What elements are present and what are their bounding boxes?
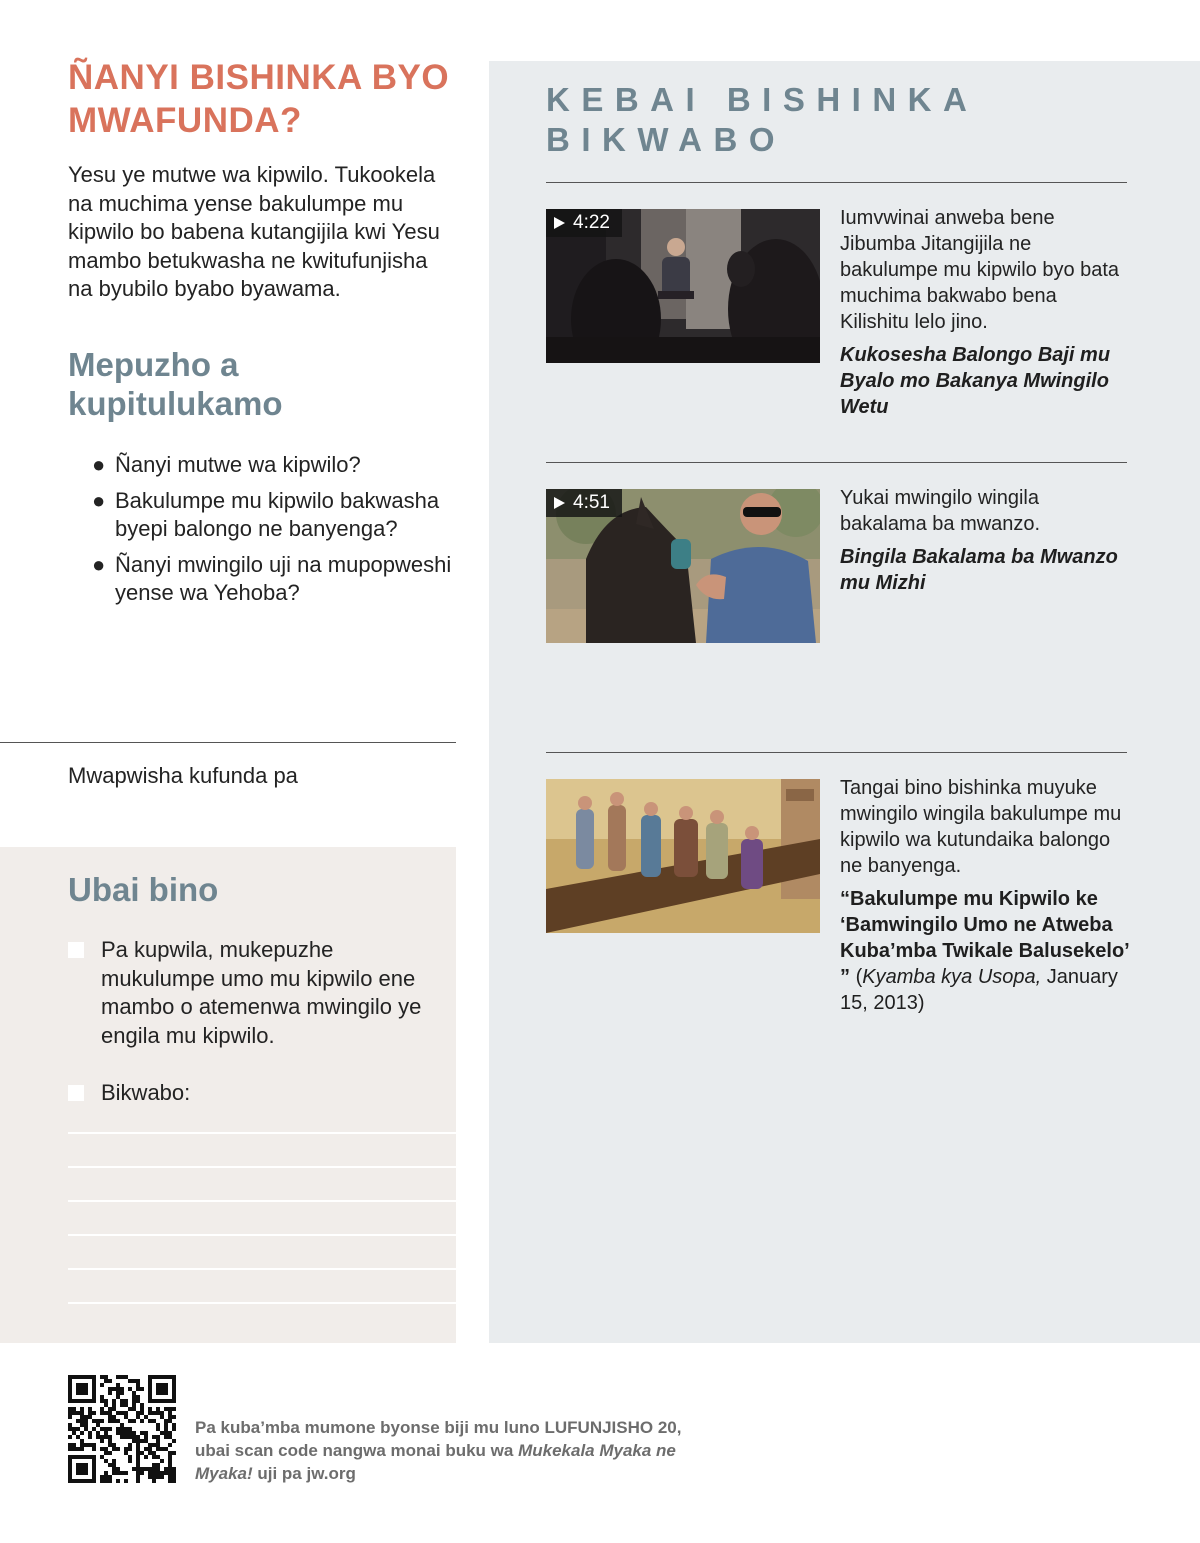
divider (0, 742, 456, 743)
feature-description: Tangai bino bishinka muyuke mwingilo wingila bakulumpe mu kipwilo wa kutundaika balongo ne banyenga. (840, 777, 1122, 877)
video-duration-badge: 4:51 (546, 489, 622, 517)
checkbox[interactable] (68, 1085, 84, 1101)
lesson-heading: ÑANYI BISHINKA BYO MWAFUNDA? (68, 58, 450, 140)
completion-date-field[interactable]: Mwapwisha kufunda pa (68, 763, 298, 788)
article-source-date: January 15, 2013) (840, 966, 1118, 1014)
bullet-icon: ● (92, 551, 106, 577)
try-this-item (68, 1079, 438, 1108)
article-image[interactable] (546, 779, 820, 933)
play-icon (554, 217, 565, 229)
lesson-summary: Yesu ye mutwe wa kipwilo. Tukookela na muchima yense bakulumpe mu kipwilo bo babena kutangijila kwi Yesu mambo betukwasha ne kwitufunjisha na byubilo byabo byawama. (68, 162, 440, 302)
video-duration-badge: 4:22 (546, 209, 622, 237)
try-this-item-text: Bikwabo: (101, 1080, 191, 1105)
writing-line[interactable] (68, 1234, 456, 1236)
divider (546, 462, 1127, 463)
feature-description: Iumvwinai anweba bene Jibumba Jitangijila ne bakulumpe mu kipwilo byo bata muchima bakwabo bena Kilishitu lelo jino. (840, 207, 1120, 333)
more-title: KEBAI BISHINKA BIKWABO (546, 81, 978, 158)
video-title[interactable]: Bingila Bakalama ba Mwanzo mu Mizhi (840, 546, 1118, 594)
try-this-item-text: Pa kupwila, mukepuzhe mukulumpe umo mu kipwilo ene mambo o atemenwa mwingilo ye engila mu kipwilo. (101, 937, 422, 1048)
video-title[interactable]: Kukosesha Balongo Baji mu Byalo mo Bakanya Mwingilo Wetu (840, 344, 1111, 418)
book-title: Mukekala Myaka ne Myaka! (195, 1441, 676, 1483)
divider (546, 752, 1127, 753)
review-questions-title: Mepuzho a kupitulukamo (68, 346, 283, 422)
writing-line[interactable] (68, 1302, 456, 1304)
writing-line[interactable] (68, 1268, 456, 1270)
review-questions-list (92, 451, 462, 615)
writing-line[interactable] (68, 1200, 456, 1202)
review-question: ● Ñanyi mutwe wa kipwilo? (92, 451, 462, 480)
article-reference[interactable] (840, 886, 1130, 1016)
writing-line[interactable] (68, 1132, 456, 1134)
article-title[interactable]: “Bakulumpe mu Kipwilo ke ‘Bamwingilo Umo ne Atweba Kuba’mba Twikale Balusekelo’ ” (840, 888, 1129, 988)
play-icon (554, 497, 565, 509)
article-source-name: Kyamba kya Usopa, (862, 966, 1042, 988)
checkbox[interactable] (68, 942, 84, 958)
video-thumbnail[interactable] (546, 489, 820, 643)
video-thumbnail[interactable] (546, 209, 820, 363)
writing-line[interactable] (68, 1166, 456, 1168)
footer-note: Pa kuba’mba mumone byonse biji mu luno LUFUNJISHO 20, ubai scan code nangwa monai buku wa Mukekala Myaka ne Myaka! uji pa jw.org (195, 1418, 682, 1483)
article-source-open: ( (855, 966, 863, 988)
article-illustration (546, 779, 820, 933)
try-this-title: Ubai bino (68, 871, 219, 908)
review-question: ● Bakulumpe mu kipwilo bakwasha byepi balongo ne banyenga? (92, 487, 440, 542)
divider (546, 182, 1127, 183)
qr-code-icon[interactable] (68, 1375, 176, 1483)
bullet-icon: ● (92, 487, 106, 513)
try-this-item (68, 936, 438, 1050)
bullet-icon: ● (92, 452, 106, 477)
review-question: ● Ñanyi mwingilo uji na mupopweshi yense wa Yehoba? (92, 551, 452, 606)
feature-description: Yukai mwingilo wingila bakalama ba mwanzo. (840, 487, 1041, 535)
